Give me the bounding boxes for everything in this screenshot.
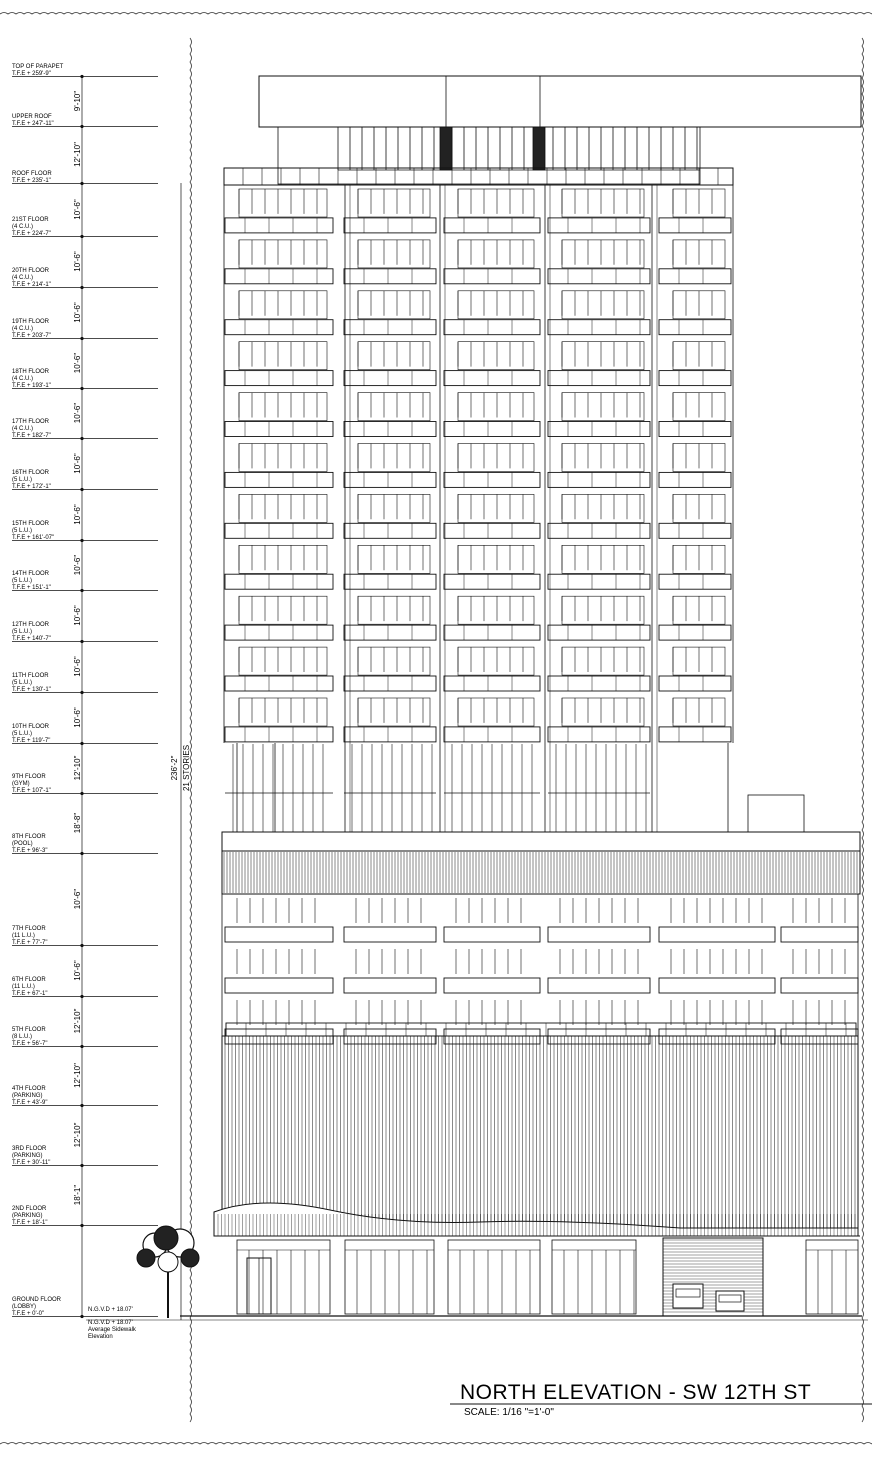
- level-label-line: 8TH FLOOR: [12, 834, 46, 840]
- level-label-line: T.F.E + 247'-11": [12, 121, 54, 127]
- level-label-line: (11 L.U.): [12, 933, 35, 939]
- level-label-line: T.F.E + 140'-7": [12, 636, 51, 642]
- level-label-line: 11TH FLOOR: [12, 673, 49, 679]
- level-label-line: T.F.E + 18'-1": [12, 1220, 48, 1226]
- level-f10: [12, 724, 158, 745]
- floor-height-dim: 10'-6": [73, 302, 82, 323]
- level-label-line: (POOL): [12, 841, 33, 847]
- level-label-line: 3RD FLOOR: [12, 1146, 47, 1152]
- level-label-line: (5 L.U.): [12, 731, 33, 737]
- floor-height-dim: 10'-6": [73, 554, 82, 576]
- floor-height-dim: 12'-10": [73, 1063, 82, 1088]
- floor-height-dim: 10'-6": [73, 402, 82, 424]
- level-label-line: 2ND FLOOR: [12, 1206, 47, 1212]
- title-block: [450, 1381, 872, 1418]
- level-label-line: (5 L.U.): [12, 578, 33, 584]
- level-f19: [12, 319, 158, 340]
- level-label-line: (PARKING): [12, 1093, 43, 1099]
- level-label-line: T.F.E + 172'-1": [12, 484, 51, 490]
- drawing-title: NORTH ELEVATION - SW 12TH ST: [460, 1381, 812, 1404]
- level-f6: [12, 977, 158, 998]
- level-label-line: T.F.E + 203'-7": [12, 333, 51, 339]
- level-f11: [12, 673, 158, 694]
- level-label-line: 15TH FLOOR: [12, 521, 50, 527]
- floor-height-dim: 12'-10": [73, 755, 82, 781]
- level-label-line: (GYM): [12, 781, 30, 787]
- level-label-line: GROUND FLOOR: [12, 1297, 62, 1303]
- level-label-line: (4 C.U.): [12, 376, 33, 382]
- level-label-line: (5 L.U.): [12, 629, 33, 635]
- level-label-line: UPPER ROOF: [12, 114, 52, 120]
- level-f15: [12, 521, 158, 542]
- level-label-line: T.F.E + 214'-1": [12, 282, 51, 288]
- level-label-line: 18TH FLOOR: [12, 369, 50, 375]
- level-label-line: (8 L.U.): [12, 1034, 33, 1040]
- level-f12: [12, 622, 158, 643]
- level-f20: [12, 268, 158, 289]
- level-label-line: T.F.E + 235'-1": [12, 178, 51, 184]
- level-label-line: T.F.E + 193'-1": [12, 383, 51, 389]
- level-f8: [12, 834, 158, 855]
- level-label-line: (11 L.U.): [12, 984, 35, 990]
- floor-height-dim: 10'-6": [73, 504, 82, 525]
- level-label-line: 16TH FLOOR: [12, 470, 50, 476]
- floor-height-dim: 10'-6": [73, 453, 82, 474]
- level-label-line: T.F.E + 107'-1": [12, 788, 51, 794]
- level-label-line: 10TH FLOOR: [12, 724, 50, 730]
- level-label-line: (PARKING): [12, 1153, 43, 1159]
- level-f17: [12, 419, 158, 440]
- floor-height-dim: 12'-10": [73, 1008, 82, 1034]
- level-parapet: [12, 64, 158, 78]
- floor-height-dim: 10'-6": [73, 656, 82, 677]
- level-roof: [12, 171, 158, 185]
- level-label-line: (4 C.U.): [12, 275, 33, 281]
- level-label-line: T.F.E + 0'-0": [12, 1311, 45, 1317]
- level-label-line: (5 L.U.): [12, 477, 33, 483]
- floor-height-dim: 18'-1": [73, 1184, 82, 1206]
- floor-height-dim: 10'-6": [73, 352, 82, 374]
- level-ground: [12, 1297, 158, 1318]
- tree-icon: [137, 1226, 199, 1318]
- floor-height-dim: 9'-10": [73, 90, 82, 112]
- story-count-text: 21 STORIES: [182, 744, 191, 792]
- floor-height-dim: 10'-6": [73, 888, 82, 910]
- grade-note-2: N.G.V.D + 18.07': [88, 1320, 133, 1326]
- level-label-line: (4 C.U.): [12, 426, 33, 432]
- grade-note-4: Elevation: [88, 1334, 113, 1340]
- level-label-line: (5 L.U.): [12, 528, 33, 534]
- level-label-line: 14TH FLOOR: [12, 571, 50, 577]
- overall-dimension: [170, 183, 191, 1320]
- level-label-line: T.F.E + 259'-9": [12, 71, 51, 77]
- building-elevation: [86, 76, 868, 1320]
- level-upper-roof: [12, 114, 158, 128]
- level-f21: [12, 217, 158, 238]
- level-label-line: 21ST FLOOR: [12, 217, 49, 223]
- level-label-line: 9TH FLOOR: [12, 774, 46, 780]
- floor-height-dim: 10'-6": [73, 707, 82, 728]
- level-f9: [12, 774, 158, 795]
- level-label-line: 7TH FLOOR: [12, 926, 46, 932]
- level-label-line: ROOF FLOOR: [12, 171, 52, 177]
- level-label-line: T.F.E + 77'-7": [12, 940, 48, 946]
- level-label-line: T.F.E + 43'-9": [12, 1100, 48, 1106]
- level-f3: [12, 1146, 158, 1167]
- floor-height-dim: 10'-6": [73, 251, 82, 272]
- level-label-line: T.F.E + 130'-1": [12, 687, 51, 693]
- floor-height-dim: 12'-10": [73, 1122, 82, 1148]
- level-label-line: T.F.E + 119'-7": [12, 738, 51, 744]
- level-label-line: T.F.E + 151'-1": [12, 585, 51, 591]
- level-label-line: (4 C.U.): [12, 224, 33, 230]
- level-f16: [12, 470, 158, 491]
- grade-note-3: Average Sidewalk: [88, 1327, 136, 1333]
- floor-height-dim: 10'-6": [73, 199, 82, 220]
- level-f2: [12, 1206, 158, 1227]
- floor-height-dim: 10'-6": [73, 960, 82, 981]
- level-f4: [12, 1086, 158, 1107]
- level-label-line: 12TH FLOOR: [12, 622, 50, 628]
- level-label-line: 5TH FLOOR: [12, 1027, 46, 1033]
- level-label-line: T.F.E + 161'-07": [12, 535, 55, 541]
- level-label-line: 6TH FLOOR: [12, 977, 46, 983]
- level-label-line: 20TH FLOOR: [12, 268, 50, 274]
- level-label-line: T.F.E + 96'-3": [12, 848, 48, 854]
- level-f14: [12, 571, 158, 592]
- level-label-line: (5 L.U.): [12, 680, 33, 686]
- level-label-line: TOP OF PARAPET: [12, 64, 64, 70]
- level-label-line: T.F.E + 182'-7": [12, 433, 51, 439]
- level-label-line: 19TH FLOOR: [12, 319, 50, 325]
- level-f7: [12, 926, 158, 947]
- level-label-line: 17TH FLOOR: [12, 419, 50, 425]
- dimension-strings: [73, 76, 82, 1316]
- floor-height-dim: 18'-8": [73, 812, 82, 834]
- overall-height-text: 236'-2": [170, 755, 179, 781]
- level-f18: [12, 369, 158, 390]
- level-label-line: T.F.E + 56'-7": [12, 1041, 48, 1047]
- level-label-line: (PARKING): [12, 1213, 43, 1219]
- drawing-scale: SCALE: 1/16 "=1'-0": [464, 1407, 554, 1418]
- level-f5: [12, 1027, 158, 1048]
- grade-note-1: N.G.V.D + 18.07': [88, 1307, 133, 1313]
- level-label-line: T.F.E + 224'-7": [12, 231, 51, 237]
- level-label-line: (LOBBY): [12, 1304, 37, 1310]
- floor-height-dim: 12'-10": [73, 142, 82, 167]
- level-label-line: 4TH FLOOR: [12, 1086, 46, 1092]
- grade-notes: [88, 1307, 137, 1340]
- level-label-line: T.F.E + 67'-1": [12, 991, 48, 997]
- level-label-line: T.F.E + 30'-11": [12, 1160, 51, 1166]
- level-label-line: (4 C.U.): [12, 326, 33, 332]
- floor-height-dim: 10'-6": [73, 605, 82, 626]
- level-labels: [12, 64, 158, 1318]
